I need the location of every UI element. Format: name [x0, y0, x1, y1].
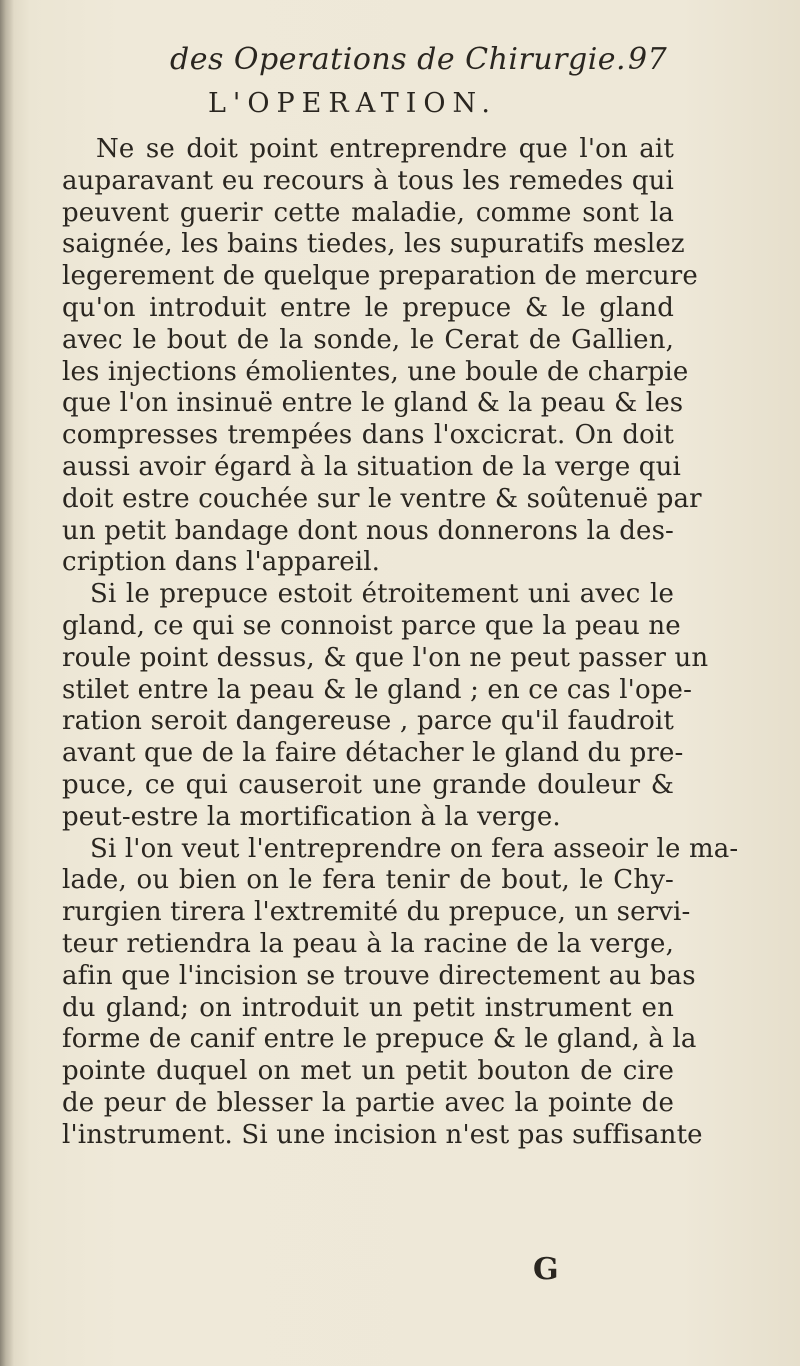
text-line: aussi avoir égard à la situation de la verge qui [62, 451, 681, 482]
text-line: legerement de quelque preparation de mercure [62, 261, 698, 292]
text-line: Si l'on veut l'entreprendre on fera asseoir le ma- [90, 833, 739, 864]
text-line: roule point dessus, & que l'on ne peut passer un [62, 642, 709, 673]
text-line: rurgien tirera l'extremité du prepuce, un servi- [62, 897, 691, 928]
text-line: stilet entre la peau & le gland ; en ce cas l'ope- [62, 674, 693, 705]
body-text [62, 134, 739, 1152]
text-line: l'instrument. Si une incision n'est pas suffisante [62, 1119, 703, 1150]
text-line: teur retiendra la peau à la racine de la verge, [62, 928, 674, 959]
text-line: avec le bout de la sonde, le Cerat de Gallien, [62, 324, 674, 355]
text-line: qu'on introduit entre le prepuce & le gland [62, 292, 674, 323]
text-line: les injections émolientes, une boule de charpie [62, 356, 689, 387]
binding-gutter-shadow [0, 0, 14, 1366]
text-line: forme de canif entre le prepuce & le gland, à la [62, 1024, 697, 1055]
text-line: avant que de la faire détacher le gland du pre- [62, 738, 684, 769]
text-line: compresses trempées dans l'oxcicrat. On doit [62, 420, 674, 451]
text-line: puce, ce qui causeroit une grande douleur & [62, 769, 674, 800]
text-line: que l'on insinuë entre le gland & la peau & les [62, 388, 684, 419]
text-line: cription dans l'appareil. [62, 547, 381, 578]
text-line: lade, ou bien on le fera tenir de bout, le Chy- [62, 865, 674, 896]
text-line: saignée, les bains tiedes, les supuratifs meslez [62, 229, 685, 260]
running-title: des Operations de Chirurgie. [170, 42, 627, 77]
page-number: 97 [628, 42, 668, 77]
text-line: gland, ce qui se connoist parce que la peau ne [62, 610, 681, 641]
signature-mark: G [533, 1252, 559, 1287]
text-line: ration seroit dangereuse , parce qu'il faudroit [62, 706, 674, 737]
text-line: peut-estre la mortification à la verge. [62, 801, 561, 832]
text-line: Si le prepuce estoit étroitement uni avec le [90, 579, 674, 610]
section-title: L'OPERATION. [208, 88, 498, 119]
text-line: afin que l'incision se trouve directement au bas [62, 960, 696, 991]
text-line: doit estre couchée sur le ventre & soûtenuë par [62, 483, 702, 514]
text-line: un petit bandage dont nous donnerons la des- [62, 515, 674, 546]
text-line: Ne se doit point entreprendre que l'on ait [96, 134, 674, 164]
text-line: de peur de blesser la partie avec la pointe de [62, 1087, 674, 1118]
text-line: auparavant eu recours à tous les remedes qui [62, 165, 674, 196]
text-line: peuvent guerir cette maladie, comme sont la [62, 197, 674, 228]
text-line: du gland; on introduit un petit instrument en [62, 992, 674, 1023]
running-header [170, 38, 670, 82]
text-line: pointe duquel on met un petit bouton de cire [62, 1056, 674, 1087]
